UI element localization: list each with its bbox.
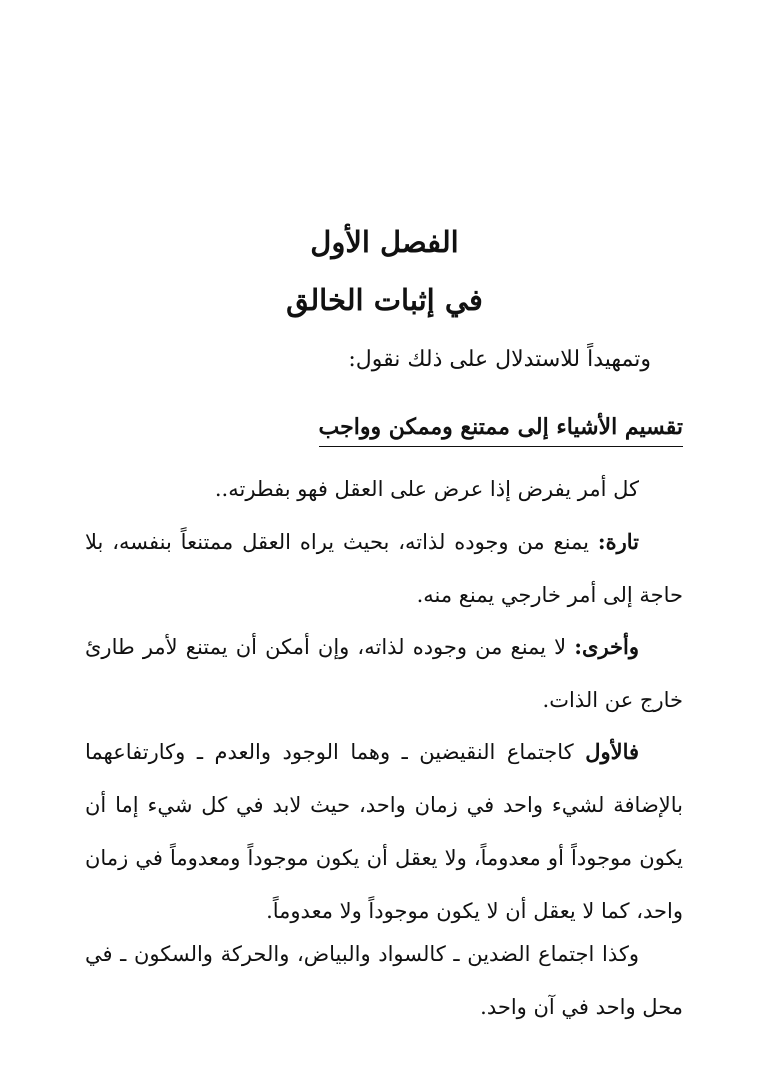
paragraph-3	[85, 620, 683, 727]
paragraph-1-text: كل أمر يفرض إذا عرض على العقل فهو بفطرته..	[214, 477, 639, 501]
intro-line: وتمهيداً للاستدلال على ذلك نقول:	[348, 347, 651, 372]
section-heading: تقسيم الأشياء إلى ممتنع وممكن وواجب	[319, 410, 683, 447]
paragraph-1	[84, 463, 639, 516]
paragraph-5	[85, 928, 683, 1034]
chapter-subtitle: في إثبات الخالق	[286, 283, 483, 317]
paragraph-3-lead: وأخرى:	[574, 634, 639, 659]
paragraph-4	[85, 725, 683, 938]
paragraph-2	[85, 515, 683, 622]
paragraph-5-text: وكذا اجتماع الضدين ـ كالسواد والبياض، والحركة والسكون ـ في محل واحد في آن واحد.	[85, 942, 683, 1019]
paragraph-4-text: كاجتماع النقيضين ـ وهما الوجود والعدم ـ وكارتفاعهما بالإضافة لشيء واحد في زمان واحد، حيث لابد في كل شيء إما أن يكون موجوداً أو معدوماً، ولا يعقل أن يكون موجوداً ومعدوماً في زمان واحد، كما لا يعقل أن لا يكون موجوداً ولا معدوماً.	[85, 740, 683, 923]
paragraph-4-lead: فالأول	[585, 739, 639, 764]
paragraph-2-text: يمنع من وجوده لذاته، بحيث يراه العقل ممتنعاً بنفسه، بلا حاجة إلى أمر خارجي يمنع منه.	[85, 530, 683, 607]
chapter-title: الفصل الأول	[310, 225, 459, 259]
paragraph-3-text: لا يمنع من وجوده لذاته، وإن أمكن أن يمتنع لأمر طارئ خارج عن الذات.	[85, 635, 683, 712]
paragraph-2-lead: تارة:	[597, 529, 639, 554]
